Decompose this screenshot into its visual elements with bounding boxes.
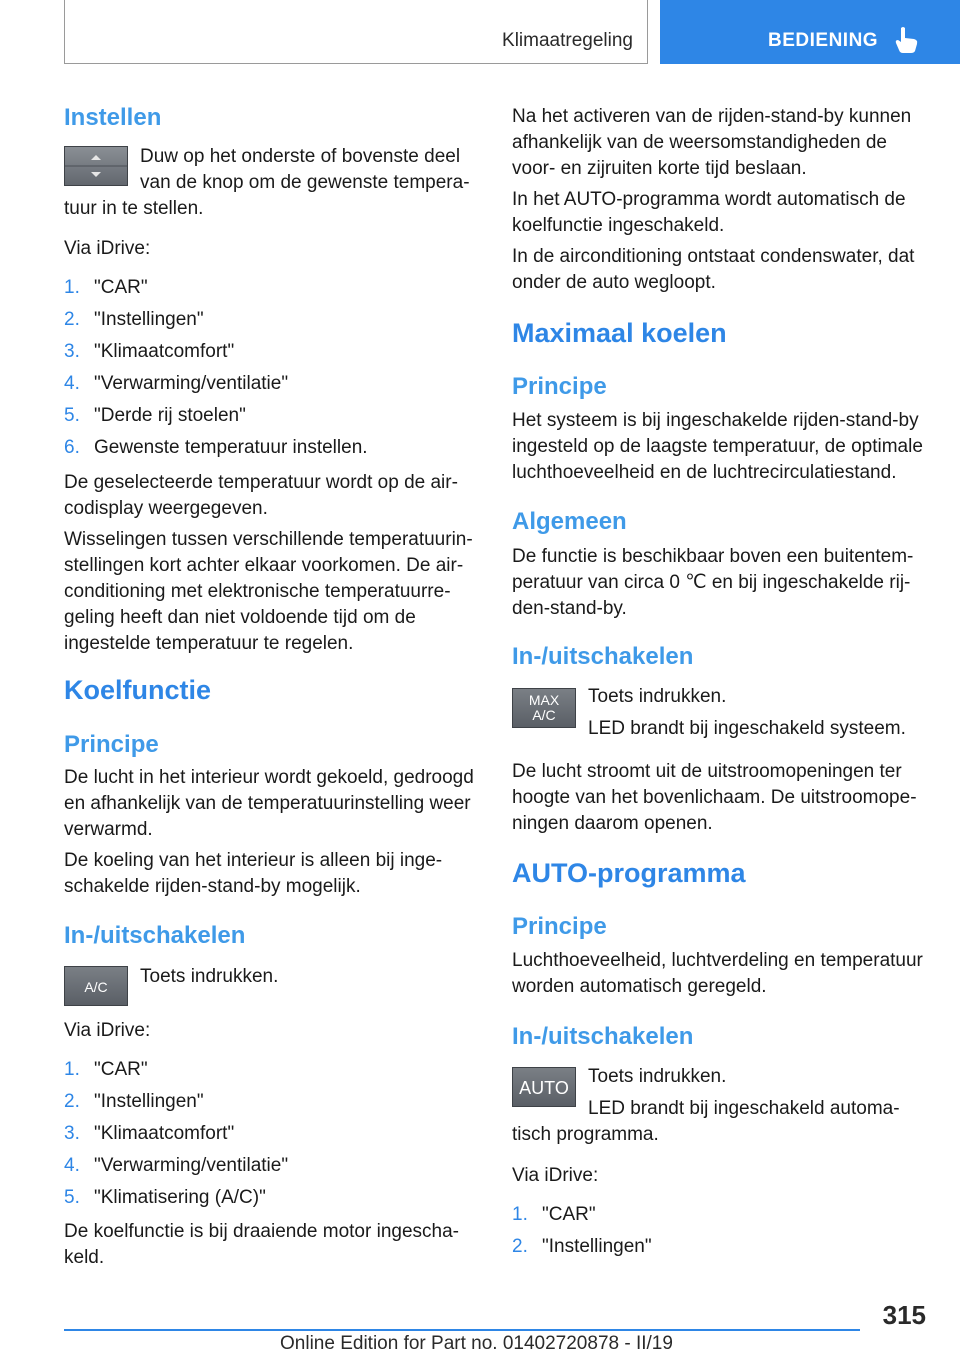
list-item: "Verwarming/ventilatie" <box>94 373 289 394</box>
para2-line5: ingestelde temperatuur te regelen. <box>64 633 354 654</box>
heading-in-uitschakelen-2: In-/uitschakelen <box>512 643 694 670</box>
list-item-number: 1. <box>64 1059 80 1080</box>
para1-line1: De geselecteerde temperatuur wordt op de air- <box>64 472 458 493</box>
list-item-number: 2. <box>512 1236 528 1257</box>
list-item: "Klimatisering (A/C)" <box>94 1187 266 1208</box>
list-item: "Derde rij stoelen" <box>94 405 246 426</box>
led-brandt-line: LED brandt bij ingeschakeld systeem. <box>588 718 906 739</box>
koel-p1-line1: De lucht in het interieur wordt gekoeld, gedroogd <box>64 767 474 788</box>
instellen-text-line2: van de knop om de gewenste tempera- <box>140 172 470 193</box>
heading-auto-programma: AUTO-programma <box>512 858 746 888</box>
heading-principe-2: Principe <box>512 373 607 400</box>
list-item: "Klimaatcomfort" <box>94 1123 235 1144</box>
list-item-number: 3. <box>64 1123 80 1144</box>
list-item: "CAR" <box>94 1059 148 1080</box>
list-item: "Instellingen" <box>94 309 204 330</box>
via-idrive-label-2: Via iDrive: <box>64 1020 151 1041</box>
auto-button-icon: AUTO <box>512 1067 576 1107</box>
heading-instellen: Instellen <box>64 104 162 131</box>
pointing-hand-icon <box>894 26 920 54</box>
r-p1-line3: voor- en zijruiten korte tijd beslaan. <box>512 158 807 179</box>
r-p3-line1: In de airconditioning ontstaat condenswater, dat <box>512 246 915 267</box>
list-item-number: 6. <box>64 437 80 458</box>
page-number: 315 <box>882 1300 926 1330</box>
heading-maximaal-koelen: Maximaal koelen <box>512 318 727 348</box>
auto-p-line1: Luchthoeveelheid, luchtverdeling en temperatuur <box>512 950 923 971</box>
r-p2-line1: In het AUTO-programma wordt automatisch de <box>512 189 906 210</box>
max-ac-label-ac: A/C <box>532 707 556 723</box>
via-idrive-label-3: Via iDrive: <box>512 1165 599 1186</box>
para2-line1: Wisselingen tussen verschillende temperatuurin- <box>64 529 473 550</box>
max-ac-button-icon <box>512 688 576 728</box>
final-line2: keld. <box>64 1247 105 1268</box>
para2-line4: geling heeft dan niet voldoende tijd om de <box>64 607 416 628</box>
max-p-line1: Het systeem is bij ingeschakelde rijden-stand-by <box>512 410 919 431</box>
header-section-tab <box>660 0 960 64</box>
footer-edition-text: Online Edition for Part no. 01402720878 - II/19 <box>280 1333 673 1354</box>
para1-line2: codisplay weergegeven. <box>64 498 268 519</box>
max-p-line3: luchthoeveelheid en de luchtrecirculatiestand. <box>512 462 897 483</box>
max-p-line2: ingesteld op de laagste temperatuur, de optimale <box>512 436 923 457</box>
alg-line2: peratuur van circa 0 ℃ en bij ingeschakelde rij- <box>512 572 911 593</box>
list-item: Gewenste temperatuur instellen. <box>94 437 368 458</box>
heading-koelfunctie: Koelfunctie <box>64 675 212 705</box>
heading-algemeen: Algemeen <box>512 508 627 535</box>
lucht-line1: De lucht stroomt uit de uitstroomopeningen ter <box>512 761 902 782</box>
max-ac-label-max: MAX <box>528 692 560 708</box>
led2-line1: LED brandt bij ingeschakeld automa- <box>588 1098 900 1119</box>
ac-button-icon: A/C <box>64 966 128 1006</box>
auto-p-line2: worden automatisch geregeld. <box>512 976 767 997</box>
alg-line3: den-stand-by. <box>512 598 627 619</box>
list-item-number: 2. <box>64 1091 80 1112</box>
list-item: "Instellingen" <box>94 1091 204 1112</box>
instellen-text-line1: Duw op het onderste of bovenste deel <box>140 146 461 167</box>
list-item-number: 1. <box>512 1204 528 1225</box>
list-item-number: 2. <box>64 309 80 330</box>
lucht-line3: ningen daarom openen. <box>512 813 713 834</box>
list-item-number: 4. <box>64 373 80 394</box>
para2-line2: stellingen kort achter elkaar voorkomen. De air- <box>64 555 464 576</box>
para2-line3: conditioning met elektronische temperatuurre- <box>64 581 451 602</box>
heading-principe: Principe <box>64 731 159 758</box>
list-item: "Instellingen" <box>542 1236 652 1257</box>
r-p1-line1: Na het activeren van de rijden-stand-by kunnen <box>512 106 912 127</box>
list-item: "Klimaatcomfort" <box>94 341 235 362</box>
via-idrive-label: Via iDrive: <box>64 238 151 259</box>
toets-indrukken: Toets indrukken. <box>140 966 279 987</box>
instellen-text-line3: tuur in te stellen. <box>64 198 204 219</box>
r-p1-line2: afhankelijk van de weersomstandigheden de <box>512 132 887 153</box>
list-item: "CAR" <box>542 1204 596 1225</box>
list-item-number: 4. <box>64 1155 80 1176</box>
list-item-number: 1. <box>64 277 80 298</box>
lucht-line2: hoogte van het bovenlichaam. De uitstroomope- <box>512 787 917 808</box>
heading-principe-3: Principe <box>512 913 607 940</box>
footer-divider <box>64 1329 860 1331</box>
heading-in-uitschakelen-3: In-/uitschakelen <box>512 1023 694 1050</box>
section-title: BEDIENING <box>768 30 879 51</box>
list-item-number: 5. <box>64 1187 80 1208</box>
koel-p1-line3: verwarmd. <box>64 819 153 840</box>
final-line1: De koelfunctie is bij draaiende motor ingescha- <box>64 1221 459 1242</box>
list-item-number: 3. <box>64 341 80 362</box>
list-item-number: 5. <box>64 405 80 426</box>
list-item: "Verwarming/ventilatie" <box>94 1155 289 1176</box>
led2-line2: tisch programma. <box>512 1124 659 1145</box>
koel-p2-line1: De koeling van het interieur is alleen bij inge- <box>64 850 443 871</box>
alg-line1: De functie is beschikbaar boven een buitentem- <box>512 546 914 567</box>
header-title-box <box>64 0 648 64</box>
page-header-title: Klimaatregeling <box>502 30 633 51</box>
koel-p2-line2: schakelde rijden-stand-by mogelijk. <box>64 876 361 897</box>
temp-rocker-button-icon <box>64 146 128 186</box>
list-item: "CAR" <box>94 277 148 298</box>
toets-indrukken-3: Toets indrukken. <box>588 1066 727 1087</box>
heading-in-uitschakelen: In-/uitschakelen <box>64 922 246 949</box>
r-p2-line2: koelfunctie ingeschakeld. <box>512 215 725 236</box>
toets-indrukken-2: Toets indrukken. <box>588 686 727 707</box>
r-p3-line2: onder de auto wegloopt. <box>512 272 716 293</box>
koel-p1-line2: en afhankelijk van de temperatuurinstelling weer <box>64 793 471 814</box>
